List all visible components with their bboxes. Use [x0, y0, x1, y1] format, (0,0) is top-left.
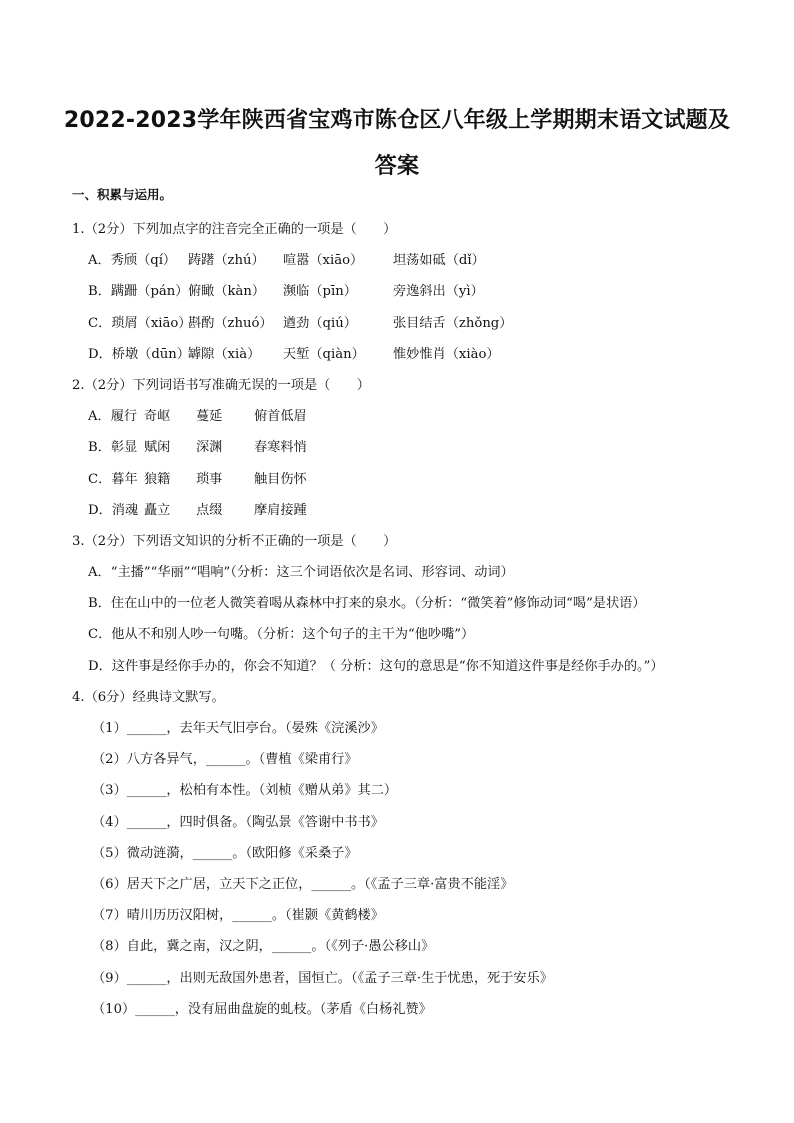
option-term: 坦荡如砥（dǐ） [393, 253, 485, 269]
question-3-option-c: C．他从不和别人吵一句嘴。（分析：这个句子的主干为“他吵嘴”） [88, 627, 475, 643]
option-term: 深渊 [196, 440, 223, 456]
question-2-option-d [72, 495, 732, 526]
option-term: A．秀颀（qí） [88, 253, 177, 269]
option-term: 天堑（qiàn） [283, 346, 365, 362]
dictation-item: （2）八方各异气，______。（曹植《梁甫行》 [92, 752, 358, 768]
option-term: 点缀 [196, 502, 223, 518]
question-1-option-a [72, 245, 732, 276]
page-title: 2022-2023学年陕西省宝鸡市陈仓区八年级上学期期末语文试题及答案 [63, 108, 731, 179]
question-4-stem: 4.（6分）经典诗文默写。 [72, 689, 225, 705]
option-term: 奇岖 [144, 409, 171, 425]
option-term: 赋闲 [144, 440, 171, 456]
dictation-item: （4）______，四时俱备。（陶弘景《答谢中书书》 [92, 814, 384, 830]
section-heading: 一、积累与运用。 [72, 187, 173, 202]
dictation-item: （5）微动涟漪，______。（欧阳修《采桑子》 [92, 845, 358, 861]
dictation-item: （8）自此，冀之南，汉之阴，______。（《列子·愚公移山》 [92, 939, 435, 955]
option-term: 斟酌（zhuó） [188, 315, 273, 331]
dictation-item: （1）______，去年天气旧亭台。（晏殊《浣溪沙》 [92, 721, 384, 736]
option-term: 矗立 [144, 502, 171, 518]
option-term: A．履行 [88, 409, 138, 425]
option-term: 俯首低眉 [254, 409, 307, 425]
option-term: C．暮年 [88, 471, 138, 487]
dictation-item: （6）居天下之广居，立天下之正位，______。（《孟子三章·富贵不能淫》 [92, 876, 514, 892]
question-3-option-a: A．“主播”“华丽”“唱响”（分析：这三个词语依次是名词、形容词、动词） [88, 565, 514, 581]
option-term: C．琐屑（xiāo） [88, 315, 192, 331]
option-term: 琐事 [196, 471, 223, 487]
question-2-stem: 2.（2分）下列词语书写准确无误的一项是（ ） [72, 377, 370, 393]
option-term: 张目结舌（zhǒng） [393, 315, 513, 331]
dictation-item: （10）______，没有屈曲盘旋的虬枝。（茅盾《白杨礼赞》 [92, 1001, 432, 1017]
dictation-item: （9）______，出则无敌国外患者，国恒亡。（《孟子三章·生于忧患，死于安乐》 [92, 970, 553, 986]
option-term: 春寒料悄 [254, 440, 307, 456]
question-3-stem: 3.（2分）下列语文知识的分析不正确的一项是（ ） [72, 533, 397, 549]
dictation-item: （7）晴川历历汉阳树，______。（崔颢《黄鹤楼》 [92, 908, 384, 924]
option-term: 狼籍 [144, 471, 171, 487]
option-term: B．蹒跚（pán） [88, 284, 189, 300]
question-2-option-c [72, 464, 732, 495]
option-term: 踌躇（zhú） [188, 253, 265, 269]
option-term: 惟妙惟肖（xiào） [393, 346, 500, 362]
option-term: 濒临（pīn） [283, 284, 357, 300]
option-term: 蔓延 [196, 409, 223, 425]
question-3-option-b: B．住在山中的一位老人微笑着喝从森林中打来的泉水。（分析：“微笑着”修饰动词“喝”是状语） [88, 596, 646, 612]
question-body [72, 214, 732, 1025]
option-term: B．彰显 [88, 440, 138, 456]
option-term: 旁逸斜出（yì） [393, 284, 484, 300]
option-term: D．桥墩（dūn） [88, 346, 190, 362]
option-term: 喧嚣（xiāo） [283, 253, 364, 269]
question-1-stem: 1.（2分）下列加点字的注音完全正确的一项是（ ） [72, 222, 397, 237]
question-1-option-b [72, 276, 732, 307]
option-term: 摩肩接踵 [254, 502, 307, 518]
option-term: 罅隙（xià） [188, 346, 261, 362]
option-term: D．消魂 [88, 502, 139, 518]
question-1-option-c [72, 308, 732, 339]
question-3-option-d: D．这件事是经你手办的，你会不知道？（ 分析：这句的意思是“你不知道这件事是经你手办的。”） [88, 658, 664, 674]
option-term: 遒劲（qiú） [283, 315, 357, 331]
question-2-option-a [72, 401, 732, 432]
option-term: 触目伤怀 [254, 471, 307, 487]
question-2-option-b [72, 432, 732, 463]
dictation-item: （3）______，松柏有本性。（刘桢《赠从弟》其二） [92, 783, 398, 799]
option-term: 俯瞰（kàn） [188, 284, 266, 300]
question-1-option-d [72, 339, 732, 370]
